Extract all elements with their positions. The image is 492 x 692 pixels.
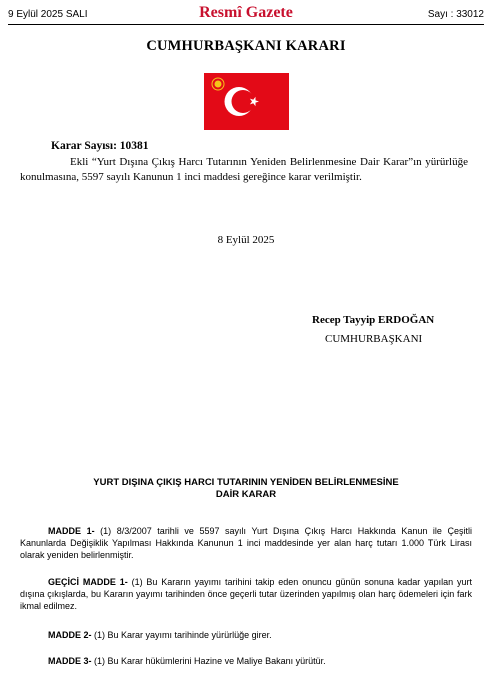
signatory-name: Recep Tayyip ERDOĞAN	[312, 314, 435, 326]
decision-number: Karar Sayısı: 10381	[51, 140, 149, 152]
document-title: CUMHURBAŞKANI KARARI	[146, 38, 346, 54]
signatory-title: CUMHURBAŞKANI	[325, 333, 423, 345]
law-title-line2: DAİR KARAR	[215, 489, 277, 500]
article-text: (1) Bu Kararın yayımı tarihini takip eden onuncu günün sonuna kadar yapılan yurt dışına çıkışlarda, bu Kararın yayımı tarihinden önce geçerli tutar üzerinden yapılmış olan harç ödemeleri için fark ikmal edilmez.	[20, 577, 472, 611]
article-label: MADDE 1-	[48, 526, 95, 536]
article-1	[20, 525, 472, 561]
decision-date: 8 Eylül 2025	[217, 234, 275, 246]
decision-text: Ekli “Yurt Dışına Çıkış Harcı Tutarının Yeniden Belirlenmesine Dair Karar”ın yürürlüğe konulmasına, 5597 sayılı Kanunun 1 inci maddesi gereğince karar verilmiştir.	[20, 156, 468, 183]
gazette-header	[8, 4, 484, 24]
header-date: 9 Eylül 2025 SALI	[8, 9, 88, 20]
article-3	[20, 655, 472, 667]
article-label: MADDE 2-	[48, 630, 92, 640]
article-text: (1) Bu Karar hükümlerini Hazine ve Maliye Bakanı yürütür.	[91, 656, 326, 666]
temporary-article-1	[20, 576, 472, 612]
article-2	[20, 629, 472, 641]
article-text: (1) 8/3/2007 tarihli ve 5597 sayılı Yurt Dışına Çıkış Harcı Hakkında Kanun ile Çeşitli Kanunlarda Değişiklik Yapılması Hakkında Kanunun 1 inci maddesinde yer alan harç tutarı 1.000 Türk Lirası olarak yeniden belirlenmiştir.	[20, 526, 472, 560]
law-title-line1: YURT DIŞINA ÇIKIŞ HARCI TUTARININ YENİDEN BELİRLENMESİNE	[93, 477, 399, 488]
article-label: GEÇİCİ MADDE 1-	[48, 577, 128, 587]
gazette-title: Resmî Gazete	[199, 4, 293, 21]
issue-number: Sayı : 33012	[427, 9, 484, 20]
header-divider	[8, 24, 484, 25]
law-title	[40, 477, 452, 501]
article-label: MADDE 3-	[48, 656, 92, 666]
turkish-flag-icon	[204, 73, 289, 130]
article-text: (1) Bu Karar yayımı tarihinde yürürlüğe girer.	[91, 630, 272, 640]
